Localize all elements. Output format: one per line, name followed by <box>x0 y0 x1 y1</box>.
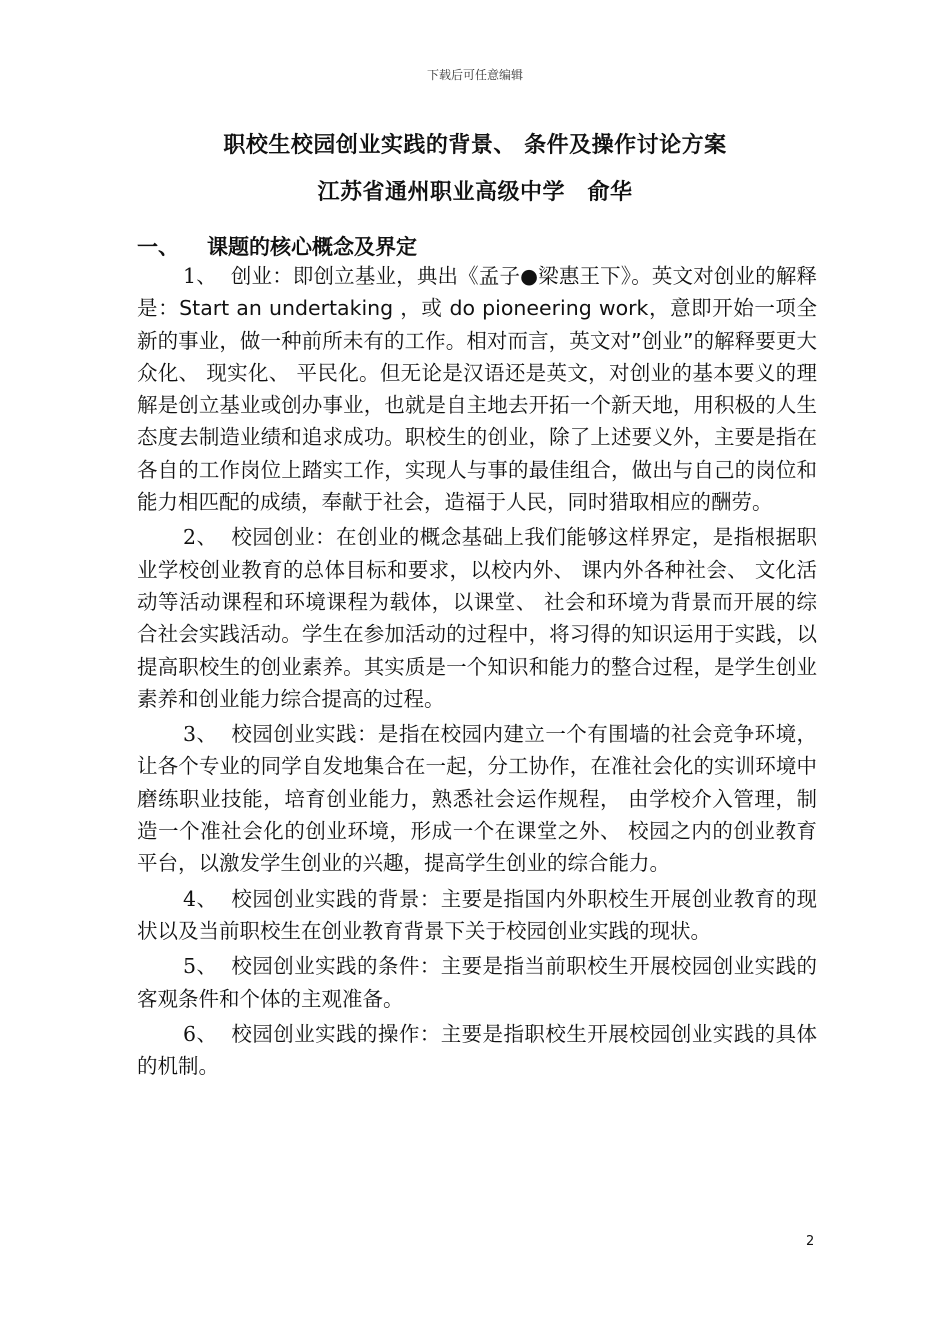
paragraph-text: 校园创业实践的背景：主要是指国内外职校生开展创业教育的现状以及当前职校生在创业教育背景下关于校园创业实践的现状。 <box>137 886 817 943</box>
paragraph-1 <box>137 260 817 518</box>
paragraph-text: 创业：即创立基业，典出《孟子●梁惠王下》。英文对创业的解释是：Start an undertaking ，或 do pioneering work，意即开始一项全新的事业，做一种前所未有的工作。相对而言，英文对”创业”的解释要更大众化、 现实化、 平民化。但无论是汉语还是英文，对创业的基本要义的理解是创立基业或创办事业，也就是自主地去开拓一个新天地，用积极的人生态度去制造业绩和追求成功。职校生的创业，除了上述要义外，主要是指在各自的工作岗位上踏实工作，实现人与事的最佳组合，做出与自己的岗位和能力相匹配的成绩，奉献于社会，造福于人民，同时猎取相应的酬劳。 <box>137 264 818 515</box>
paragraph-4 <box>137 883 817 948</box>
paragraph-3 <box>137 718 817 879</box>
paragraph-number: 2、 <box>183 525 218 550</box>
page-number: 2 <box>806 1234 815 1249</box>
paragraph-5 <box>137 950 817 1015</box>
paragraph-6 <box>137 1018 817 1083</box>
paragraph-text: 校园创业实践的操作：主要是指职校生开展校园创业实践的具体的机制。 <box>137 1021 817 1079</box>
section-title: 课题的核心概念及界定 <box>207 235 417 259</box>
document-author: 江苏省通州职业高级中学 俞华 <box>317 180 633 205</box>
body-text <box>137 260 817 1085</box>
paragraph-text: 校园创业实践的条件：主要是指当前职校生开展校园创业实践的客观条件和个体的主观准备。 <box>137 954 817 1011</box>
section-heading <box>137 231 417 261</box>
paragraph-2 <box>137 521 817 715</box>
document-title: 职校生校园创业实践的背景、 条件及操作讨论方案 <box>223 133 727 158</box>
paragraph-number: 4、 <box>183 886 218 911</box>
paragraph-number: 3、 <box>183 722 218 747</box>
paragraph-number: 6、 <box>183 1021 218 1046</box>
section-number: 一、 <box>137 235 179 259</box>
paragraph-text: 校园创业实践：是指在校园内建立一个有围墙的社会竞争环境，让各个专业的同学自发地集合在一起，分工协作，在准社会化的实训环境中磨练职业技能，培育创业能力，熟悉社会运作规程， 由学校介入管理，制造一个准社会化的创业环境，形成一个在课堂之外、 校园之内的创业教育平台，以激发学生创业的兴趣，提高学生创业的综合能力。 <box>137 722 817 876</box>
page-header: 下载后可任意编辑 <box>426 68 523 82</box>
paragraph-number: 5、 <box>183 954 218 979</box>
paragraph-number: 1、 <box>183 264 217 288</box>
paragraph-text: 校园创业：在创业的概念基础上我们能够这样界定，是指根据职业学校创业教育的总体目标和要求，以校内外、 课内外各种社会、 文化活动等活动课程和环境课程为载体，以课堂、 社会和环境为背景而开展的综合社会实践活动。学生在参加活动的过程中，将习得的知识运用于实践，以提高职校生的创业素养。其实质是一个知识和能力的整合过程，是学生创业素养和创业能力综合提高的过程。 <box>137 525 817 711</box>
